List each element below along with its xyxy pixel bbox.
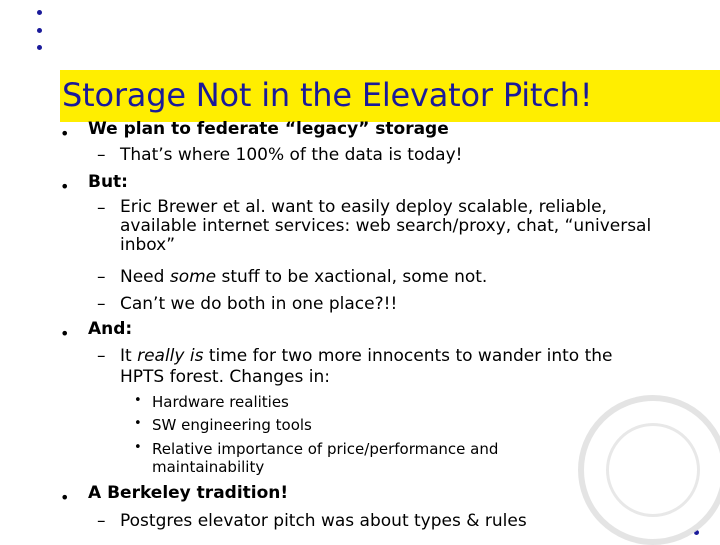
sub-brewer: Eric Brewer et al. want to easily deploy scalable, reliable, available internet services: web search/proxy, chat, “universal inbox” [120, 197, 652, 255]
sub-data-today: That’s where 100% of the data is today! [120, 145, 463, 165]
sub2-hardware: Hardware realities [152, 393, 289, 411]
sub-both: Can’t we do both in one place?!! [120, 294, 398, 314]
bullet-glyph: • [60, 124, 70, 143]
bullet-glyph: • [60, 324, 70, 343]
sub2-price-performance: Relative importance of price/performance and maintainability [152, 440, 499, 476]
slide-title: Storage Not in the Elevator Pitch! [62, 76, 593, 114]
sub-hpts-before: It [120, 346, 138, 366]
bullet-berkeley: A Berkeley tradition! [88, 483, 289, 503]
bullet-glyph: • [60, 177, 70, 196]
dash-glyph: – [97, 346, 106, 366]
sub-postgres: Postgres elevator pitch was about types & rules [120, 511, 527, 531]
dash-glyph: – [97, 145, 106, 165]
dash-glyph: – [97, 198, 106, 218]
bullet-but: But: [88, 172, 128, 192]
sub-hpts-emphasis: really is [137, 346, 204, 366]
sub-bullet-glyph: • [134, 416, 142, 431]
sub-hpts [120, 346, 660, 388]
sub-xactional-before: Need [120, 267, 170, 287]
bullet-federate: We plan to federate “legacy” storage [88, 119, 449, 139]
bullet-glyph: • [60, 488, 70, 507]
sub-bullet-glyph: • [134, 393, 142, 408]
sub-xactional [120, 267, 680, 288]
sub-xactional-emphasis: some [169, 267, 217, 287]
dash-glyph: – [97, 511, 106, 531]
sub2-sw-tools: SW engineering tools [152, 416, 312, 434]
sub-hpts-after: time for two more innocents to wander into the HPTS forest. Changes in: [120, 346, 613, 387]
sub-bullet-glyph: • [134, 440, 142, 455]
sub-xactional-after: stuff to be xactional, some not. [216, 267, 488, 287]
dash-glyph: – [97, 267, 106, 287]
bullet-and: And: [88, 319, 133, 339]
dash-glyph: – [97, 294, 106, 314]
